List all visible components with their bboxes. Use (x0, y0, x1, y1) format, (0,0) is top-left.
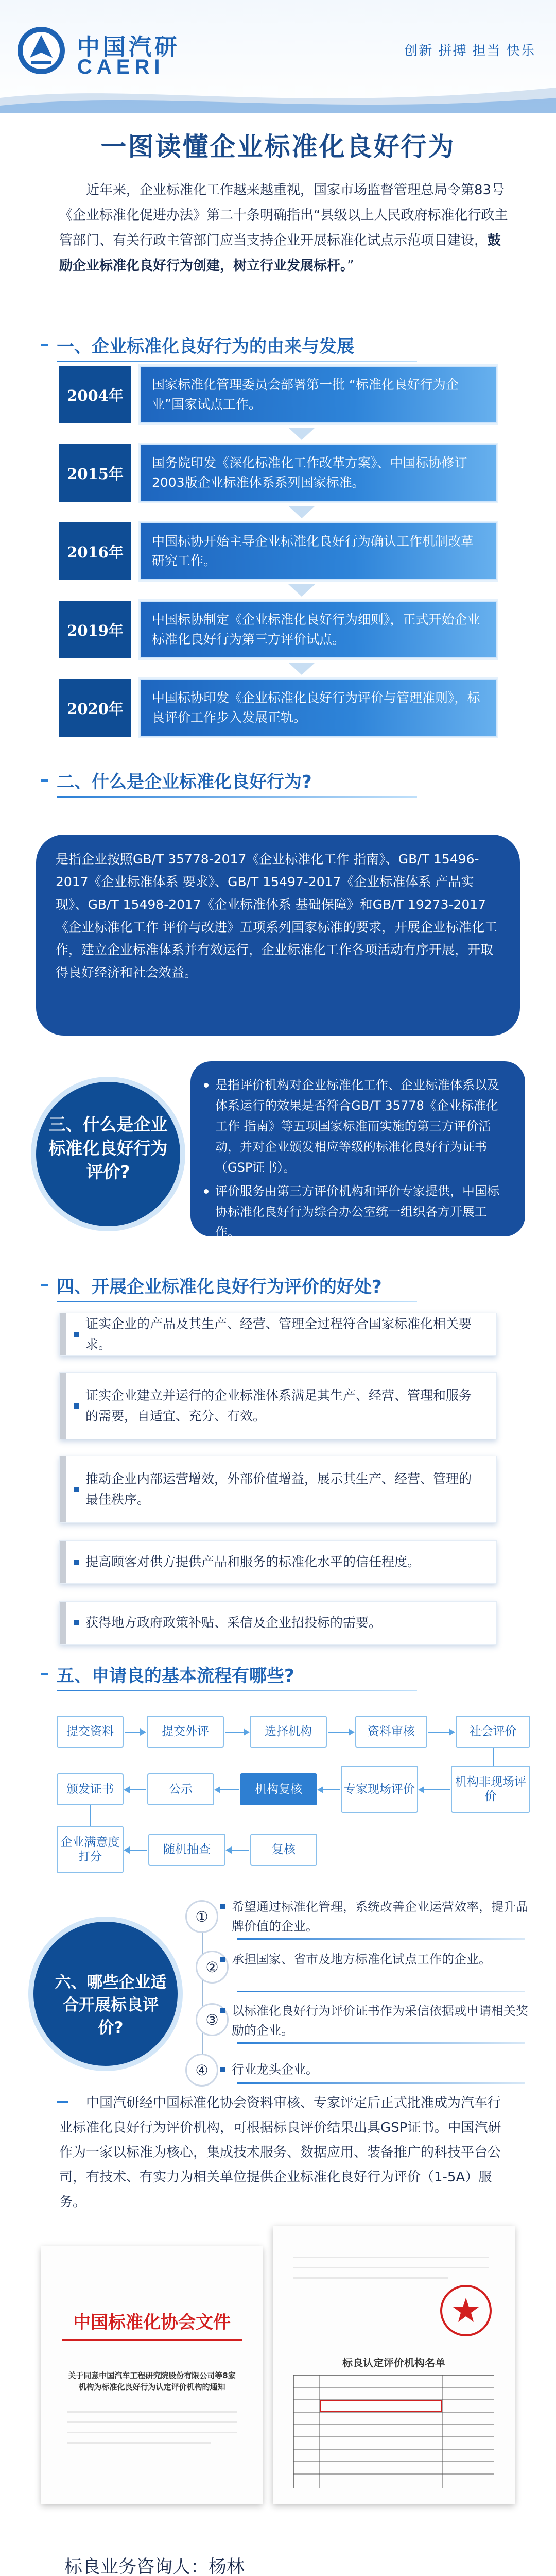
section3-box (190, 1061, 525, 1240)
timeline-year: 2015年 (59, 444, 131, 502)
flow-arrow (125, 1732, 145, 1733)
page-header (0, 0, 556, 113)
document-left-title: 中国标准化协会文件 (73, 2312, 231, 2333)
section6-item-underline (237, 2042, 525, 2044)
benefit-text: 证实企业建立并运行的企业标准体系满足其生产、经营、管理和服务的需要，自适宜、充分、有效。 (85, 1373, 476, 1439)
flow-step: 机构非现场评价 (451, 1766, 530, 1813)
flow-step: 专家现场评价 (341, 1766, 418, 1813)
timeline-item (59, 601, 497, 658)
document-text-line (293, 2267, 489, 2268)
document-table (293, 2375, 494, 2488)
flow-step: 社会评价 (456, 1716, 530, 1748)
benefit-bar (60, 1602, 66, 1644)
section2-dash (41, 779, 48, 782)
section6-number: ④ (185, 2054, 218, 2087)
flow-step: 资料审核 (355, 1716, 427, 1748)
section3-item: 评价服务由第三方评价机构和评价专家提供，中国标协标准化良好行为综合办公室统一组织各方开展工作。 (215, 1181, 510, 1243)
section5-heading: 五、申请良的基本流程有哪些? (57, 1666, 294, 1686)
caeri-logo-icon (15, 25, 67, 76)
flow-arrow (225, 1732, 249, 1733)
header-slogan: 创新 拼搏 担当 快乐 (404, 43, 535, 59)
section2-heading: 二、什么是企业标准化良好行为? (57, 772, 312, 792)
benefit-text: 提高顾客对供方提供产品和服务的标准化水平的信任程度。 (85, 1541, 476, 1583)
timeline-text: 国家标准化管理委员会部署第一批 “标准化良好行为企业”国家试点工作。 (140, 366, 497, 423)
timeline-item (59, 366, 497, 423)
caeri-paragraph: 中国汽研经中国标准化协会资料审核、专家评定后正式批准成为汽车行业标准化良好行为评价机构，可根据标良评价结果出具GSP证书。中国汽研作为一家以标准为核心，集成技术服务、数据应用、装备推广的科技平台公司，有技术、有实力为相关单位提供企业标准化良好行为评价（1-5A）服务。 (59, 2095, 501, 2210)
section1-underline (57, 361, 417, 362)
timeline-year: 2004年 (59, 366, 131, 423)
intro-text: 近年来，企业标准化工作越来越重视，国家市场监督管理总局令第83号《企业标准化促进办法》第二十条明确指出“县级以上人民政府标准化行政主管部门、有关行政主管部门应当支持企业开展标准化试点示范项目建设， (59, 182, 508, 248)
flow-step: 提交资料 (57, 1716, 124, 1748)
section6-number: ② (196, 1951, 229, 1984)
intro-end: ” (347, 258, 354, 274)
section6-number: ① (185, 1900, 218, 1933)
section6-ring-title: 六、哪些企业适合开展标良评价? (55, 1973, 167, 2037)
section6-item-underline (237, 2082, 525, 2084)
timeline-item (59, 444, 497, 502)
flow-arrow (328, 1732, 354, 1733)
document-text-line (67, 2442, 211, 2444)
document-left (41, 2246, 263, 2504)
timeline-item (59, 679, 497, 737)
benefit-item (59, 1313, 497, 1356)
documents-area (31, 2226, 525, 2509)
benefit-text: 证实企业的产品及其生产、经营、管理全过程符合国家标准化相关要求。 (85, 1313, 476, 1355)
document-text-line (293, 2257, 489, 2258)
section6-item-underline (237, 1938, 525, 1940)
timeline-year: 2020年 (59, 679, 131, 737)
section5-underline (57, 1690, 417, 1691)
section4-underline (57, 1301, 417, 1302)
flow-step: 随机抽查 (148, 1834, 225, 1866)
contact-person: 标良业务咨询人：杨林 (64, 2557, 245, 2576)
timeline-arrow (288, 584, 315, 597)
section6-item: 希望通过标准化管理，系统改善企业运营效率，提升品牌价值的企业。 (232, 1897, 530, 1936)
timeline-arrow (288, 506, 315, 518)
flow-arrow (318, 1789, 340, 1790)
timeline-text: 中国标协印发《企业标准化良好行为评价与管理准则》，标良评价工作步入发展正轨。 (140, 679, 497, 737)
brand-name-cn: 中国汽研 (77, 34, 180, 60)
flow-step: 颁发证书 (57, 1773, 124, 1805)
document-right (273, 2226, 515, 2504)
document-rule (62, 2339, 242, 2341)
benefit-item (59, 1372, 497, 1439)
section2-definition-box: 是指企业按照GB/T 35778-2017《企业标准化工作 指南》、GB/T 15496-2017《企业标准体系 要求》、GB/T 15497-2017《企业标准体系 产品实现》、GB/T 15498-2017《企业标准体系 基础保障》和GB/T 19273-2017《企业标准化工作 评价与改进》五项系列国家标准的要求，开展企业标准化工作，建立企业标准体系并有效运行，企业标准化工作各项活动有序开展，开取得良好经济和社会效益。 (36, 835, 520, 1036)
benefit-text: 推动企业内部运营增效，外部价值增益，展示其生产、经营、管理的最佳秩序。 (85, 1456, 476, 1522)
intro-paragraph (59, 178, 512, 279)
document-right-title: 标良认定评价机构名单 (342, 2357, 445, 2369)
flow-arrow (227, 1850, 249, 1851)
flow-step: 企业满意度打分 (57, 1826, 124, 1873)
document-text-line (67, 2432, 237, 2433)
section6-ring (28, 1917, 183, 2071)
section4-dash (41, 1284, 48, 1286)
intro-bold: 鼓励企业标准化良好行为创建，树立行业发展标杆。 (59, 233, 501, 274)
timeline-text: 中国标协开始主导企业标准化良好行为确认工作机制改革研究工作。 (140, 522, 497, 580)
page-title: 一图读懂企业标准化良好行为 (100, 132, 456, 162)
flow-step: 提交外评 (147, 1716, 224, 1748)
flow-step: 复核 (250, 1834, 317, 1866)
section1-dash (41, 344, 48, 346)
flow-arrow (125, 1789, 146, 1790)
section6-item: 行业龙头企业。 (232, 2060, 530, 2079)
flow-step: 机构复核 (240, 1773, 317, 1805)
benefit-item (59, 1540, 497, 1584)
benefit-bar (60, 1456, 66, 1522)
document-text-line (67, 2421, 237, 2423)
section1-heading: 一、企业标准化良好行为的由来与发展 (57, 336, 354, 357)
timeline-item (59, 522, 497, 580)
flow-arrow (215, 1789, 239, 1790)
flow-arrow (125, 1850, 147, 1851)
document-text-line (293, 2277, 448, 2279)
flow-step: 公示 (147, 1773, 214, 1805)
red-seal-icon (438, 2282, 494, 2339)
section5-dash (41, 1673, 48, 1675)
benefit-bar (60, 1541, 66, 1583)
brand-name-en: CAERI (77, 56, 165, 78)
flow-arrow (419, 1789, 450, 1790)
header-wave (0, 77, 556, 113)
section3-area (31, 1056, 525, 1247)
benefit-item (59, 1456, 497, 1523)
timeline-arrow (288, 428, 315, 440)
flow-arrow (428, 1732, 454, 1733)
section6-number: ③ (196, 2003, 229, 2036)
section3-item: 是指评价机构对企业标准化工作、企业标准体系以及体系运行的效果是否符合GB/T 35778《企业标准化工作 指南》等五项国家标准而实施的第三方评价活动，并对企业颁发相应等级的标准化良好行为证书（GSP证书）。 (215, 1075, 510, 1178)
benefit-bar (60, 1373, 66, 1439)
section6-item: 以标准化良好行为评价证书作为采信依据或申请相关奖励的企业。 (232, 2001, 530, 2040)
document-text-line (67, 2411, 237, 2413)
section3-list (215, 1075, 510, 1243)
document-left-subtitle: 关于同意中国汽车工程研究院股份有限公司等8家机构为标准化良好行为认定评价机构的通知 (68, 2371, 236, 2392)
section6-item-underline (237, 1991, 525, 1992)
section4-heading: 四、开展企业标准化良好行为评价的好处? (57, 1277, 382, 1297)
section2-underline (57, 796, 417, 798)
section6-item: 承担国家、省市及地方标准化试点工作的企业。 (232, 1950, 530, 1969)
timeline-text: 中国标协制定《企业标准化良好行为细则》，正式开始企业标准化良好行为第三方评价试点。 (140, 601, 497, 658)
timeline-arrow (288, 663, 315, 675)
flow-step: 选择机构 (250, 1716, 327, 1748)
timeline-year: 2016年 (59, 522, 131, 580)
benefit-item (59, 1601, 497, 1645)
benefit-bar (60, 1313, 66, 1355)
section3-ring-title: 三、什么是企业标准化良好行为评价? (48, 1114, 168, 1182)
timeline-year: 2019年 (59, 601, 131, 658)
benefit-text: 获得地方政府政策补贴、采信及企业招投标的需要。 (85, 1602, 476, 1644)
flow-connector (90, 1805, 91, 1826)
timeline-text: 国务院印发《深化标准化工作改革方案》、中国标协修订2003版企业标准体系系列国家标准。 (140, 444, 497, 502)
